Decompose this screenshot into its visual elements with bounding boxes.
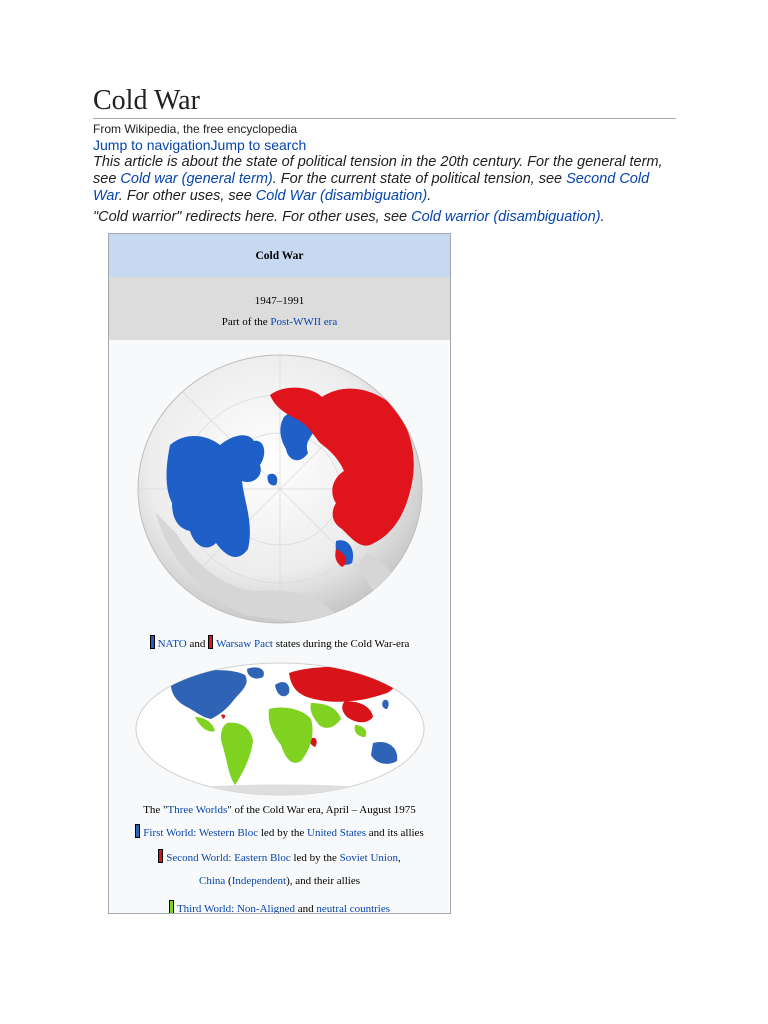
three-worlds-caption-title bbox=[109, 803, 450, 817]
post-wwii-era-link[interactable]: Post-WWII era bbox=[270, 316, 338, 328]
hatnote-text: . bbox=[600, 209, 605, 225]
hatnote-text: . For other uses, see bbox=[118, 188, 256, 204]
independent-link[interactable]: Independent bbox=[231, 875, 287, 887]
first-world-link[interactable]: First World: Western Bloc bbox=[143, 827, 259, 839]
second-world-swatch bbox=[158, 849, 163, 863]
hatnote-redirect bbox=[93, 209, 676, 226]
third-world-link[interactable]: Third World: Non-Aligned bbox=[176, 903, 296, 914]
first-world-new-zealand bbox=[401, 769, 406, 777]
caption-text: and bbox=[295, 903, 317, 914]
china-link[interactable]: China bbox=[199, 875, 226, 887]
hatnote-text: . bbox=[427, 188, 432, 204]
caption-text: ), and their allies bbox=[286, 875, 360, 887]
neutral-countries-link[interactable]: neutral countries bbox=[316, 903, 391, 914]
first-world-legend bbox=[109, 824, 450, 840]
infobox-part-of bbox=[109, 316, 450, 328]
jump-to-search-link[interactable]: Jump to search bbox=[210, 137, 307, 153]
part-of-text: Part of the bbox=[221, 316, 271, 328]
page-title: Cold War bbox=[93, 85, 676, 119]
nato-swatch bbox=[150, 635, 155, 649]
cold-war-disambiguation-link[interactable]: Cold War (disambiguation) bbox=[255, 188, 428, 204]
three-worlds-caption bbox=[109, 803, 450, 914]
second-cold-war-link[interactable]: Second Cold War bbox=[93, 171, 650, 204]
site-subtitle: From Wikipedia, the free encyclopedia bbox=[93, 122, 298, 136]
hatnote-text: "Cold warrior" redirects here. For other uses, see bbox=[93, 209, 412, 225]
third-world-legend bbox=[109, 900, 450, 914]
infobox-subheader bbox=[109, 277, 450, 340]
infobox-media bbox=[109, 353, 450, 914]
second-world-link[interactable]: Second World: Eastern Bloc bbox=[166, 852, 291, 864]
three-worlds-map[interactable] bbox=[135, 661, 425, 797]
third-world-swatch bbox=[169, 900, 174, 914]
nato-warsaw-globe-map[interactable] bbox=[136, 353, 424, 625]
second-world-legend bbox=[109, 847, 450, 893]
article-content bbox=[93, 85, 676, 226]
caption-text: and bbox=[186, 638, 209, 650]
caption-text: led by the bbox=[290, 852, 340, 864]
warsaw-pact-link[interactable]: Warsaw Pact bbox=[216, 638, 273, 650]
jump-links bbox=[93, 137, 676, 153]
caption-text: " of the Cold War era, April – August 1975 bbox=[227, 804, 416, 816]
united-states-link[interactable]: United States bbox=[307, 827, 366, 839]
cold-warrior-disambiguation-link[interactable]: Cold warrior (disambiguation) bbox=[411, 209, 601, 225]
caption-text: The " bbox=[143, 804, 168, 816]
cold-war-general-term-link[interactable]: Cold war (general term) bbox=[120, 171, 273, 187]
infobox bbox=[108, 233, 451, 914]
hatnote-article-scope bbox=[93, 154, 676, 205]
hatnote-text: . For the current state of political tension, see bbox=[272, 171, 567, 187]
warsaw-swatch bbox=[208, 635, 213, 649]
three-worlds-link[interactable]: Three Worlds bbox=[167, 804, 228, 816]
infobox-title: Cold War bbox=[109, 234, 450, 277]
caption-text: states during the Cold War-era bbox=[272, 638, 410, 650]
nato-link[interactable]: NATO bbox=[157, 638, 187, 650]
caption-text: led by the bbox=[258, 827, 308, 839]
caption-text: , bbox=[398, 852, 401, 864]
infobox-dates: 1947–1991 bbox=[254, 295, 305, 307]
caption-text: ( bbox=[225, 875, 232, 887]
jump-to-navigation-link[interactable]: Jump to navigation bbox=[93, 137, 211, 153]
globe-caption bbox=[109, 635, 450, 651]
caption-text: and its allies bbox=[365, 827, 424, 839]
first-world-swatch bbox=[135, 824, 140, 838]
hatnote-text: This article is about the state of political tension in the 20th century. For the general term, see bbox=[93, 154, 663, 187]
soviet-union-link[interactable]: Soviet Union bbox=[339, 852, 398, 864]
